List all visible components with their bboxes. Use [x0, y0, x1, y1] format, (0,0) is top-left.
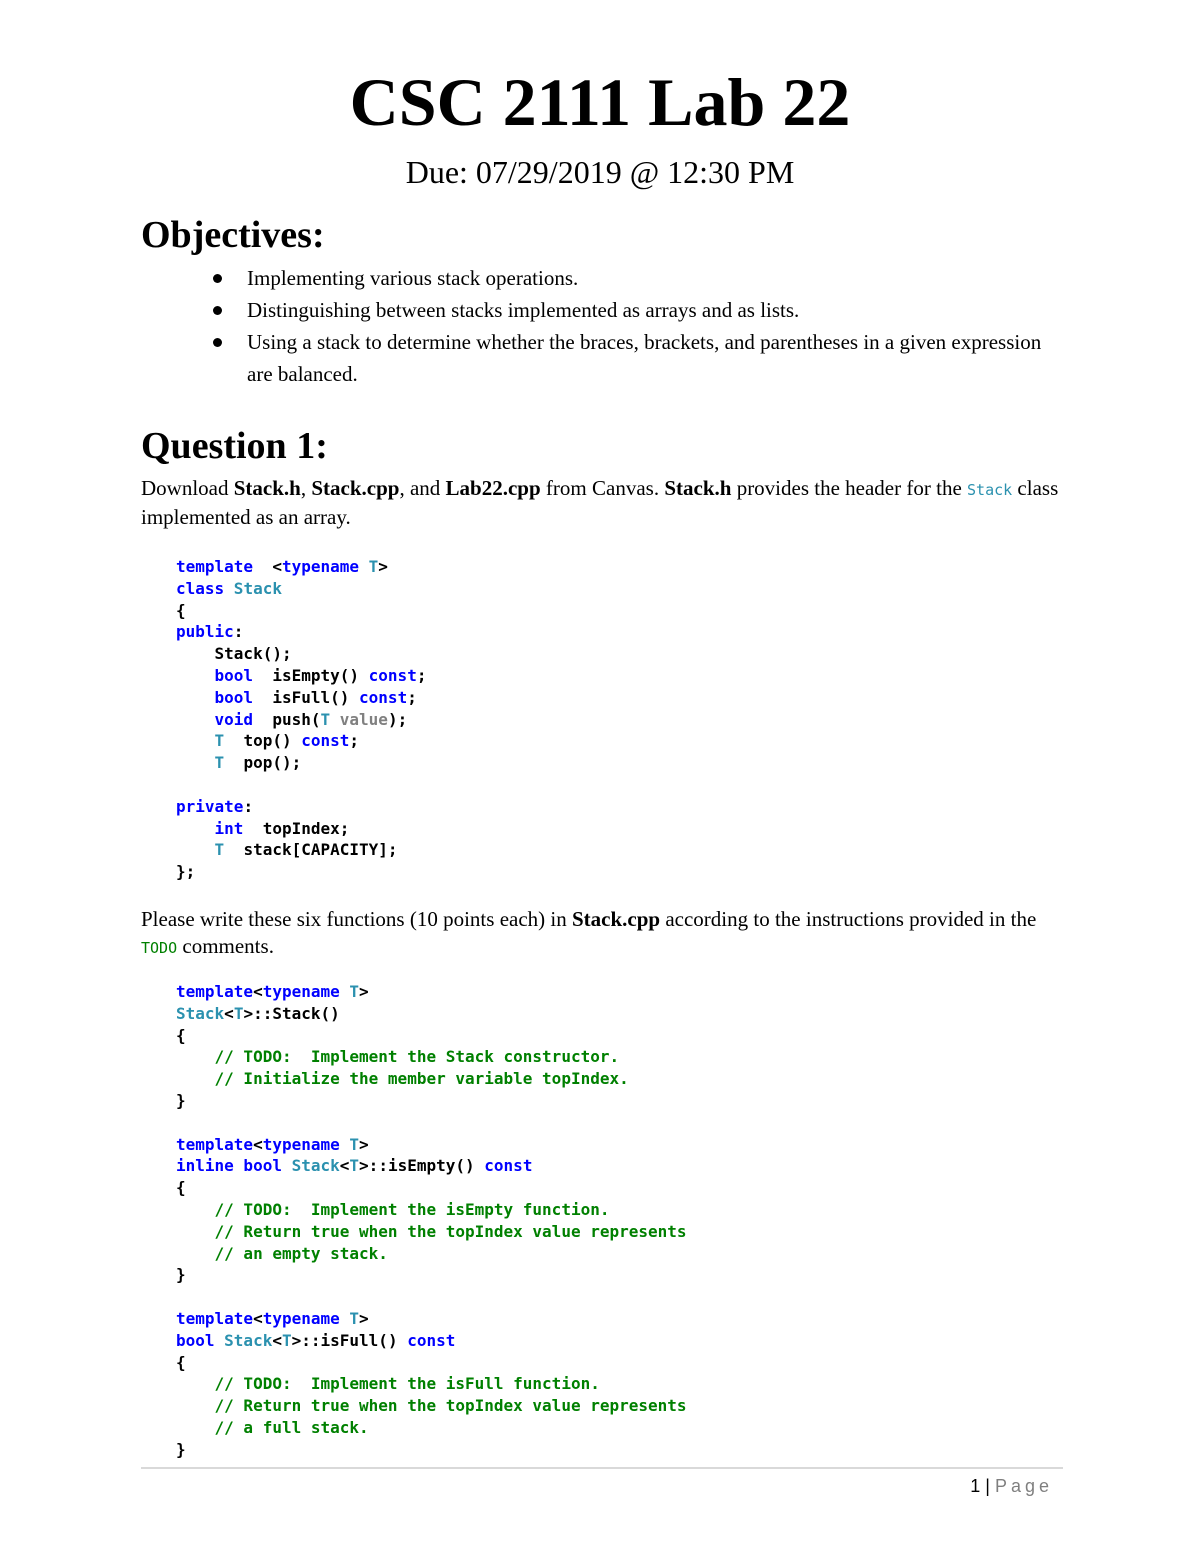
code-line: T top() const;: [214, 731, 360, 751]
code-line: template<typename T>: [176, 1134, 369, 1154]
code-line: class Stack: [176, 578, 282, 598]
code-line: // Initialize the member variable topIndex.: [214, 1069, 629, 1089]
code-line: private:: [176, 796, 254, 816]
code-line: // TODO: Implement the isEmpty function.: [214, 1199, 610, 1219]
objectives-list: [141, 262, 1061, 390]
stack-functions-code: [176, 981, 1056, 1461]
code-line: void push(T value);: [214, 709, 408, 729]
code-line: {: [176, 600, 186, 620]
bullet-icon: [213, 306, 222, 315]
code-line: template<typename T>: [176, 982, 369, 1001]
code-line: // an empty stack.: [214, 1243, 388, 1263]
question1-heading: Question 1:: [141, 425, 328, 467]
page-number: 1: [970, 1476, 981, 1496]
code-line: };: [176, 862, 196, 882]
file-name: Stack.cpp: [311, 476, 400, 500]
code-line: }: [176, 1439, 186, 1459]
code-line: int topIndex;: [214, 818, 350, 838]
footer-divider: [141, 1467, 1063, 1469]
bullet-icon: [213, 338, 222, 347]
code-line: public:: [176, 622, 244, 642]
code-line: bool isEmpty() const;: [214, 665, 427, 685]
code-line: Stack();: [176, 644, 292, 664]
file-name: Stack.h: [233, 476, 301, 500]
objective-item: Implementing various stack operations.: [141, 262, 1061, 294]
code-line: // Return true when the topIndex value represents: [214, 1221, 687, 1241]
code-line: // a full stack.: [214, 1417, 369, 1437]
file-name: Stack.cpp: [571, 907, 661, 931]
code-line: template<typename T>: [176, 1308, 369, 1328]
code-line: }: [176, 1090, 186, 1110]
stack-header-code: [176, 556, 1056, 883]
question1-intro: Download Stack.h, Stack.cpp, and Lab22.cpp from Canvas. Stack.h provides the header for the Stack class implemented as an array.: [141, 476, 1059, 529]
objective-item: Using a stack to determine whether the braces, brackets, and parentheses in a given expression are balanced.: [141, 326, 1061, 390]
file-name: Stack.h: [664, 476, 732, 500]
code-line: // TODO: Implement the isFull function.: [214, 1374, 600, 1394]
code-line: }: [176, 1265, 186, 1285]
file-name: Lab22.cpp: [445, 476, 541, 500]
code-line: T stack[CAPACITY];: [214, 840, 398, 860]
question1-instructions: Please write these six functions (10 points each) in Stack.cpp according to the instructions provided in the TODO comments.: [141, 907, 1037, 958]
inline-code: TODO: [141, 939, 178, 957]
code-line: template <typename T>: [176, 557, 388, 576]
document-title: CSC 2111 Lab 22: [349, 64, 851, 140]
code-line: bool Stack<T>::isFull() const: [176, 1330, 456, 1350]
objectives-heading: Objectives:: [141, 214, 325, 256]
inline-code: Stack: [967, 481, 1013, 499]
due-date: Due: 07/29/2019 @ 12:30 PM: [405, 154, 795, 190]
code-line: // TODO: Implement the Stack constructor.: [214, 1047, 620, 1067]
code-line: bool isFull() const;: [214, 687, 417, 707]
bullet-icon: [213, 274, 222, 283]
code-line: Stack<T>::Stack(): [176, 1003, 340, 1023]
code-line: {: [176, 1178, 186, 1198]
code-line: {: [176, 1352, 186, 1372]
code-line: {: [176, 1025, 186, 1045]
objective-item: Distinguishing between stacks implemented as arrays and as lists.: [141, 294, 1061, 326]
code-line: // Return true when the topIndex value represents: [214, 1396, 687, 1416]
page-footer: 1 | Page: [970, 1476, 1053, 1496]
page-label: Page: [994, 1476, 1053, 1496]
code-line: inline bool Stack<T>::isEmpty() const: [176, 1156, 533, 1176]
code-line: T pop();: [214, 753, 302, 773]
